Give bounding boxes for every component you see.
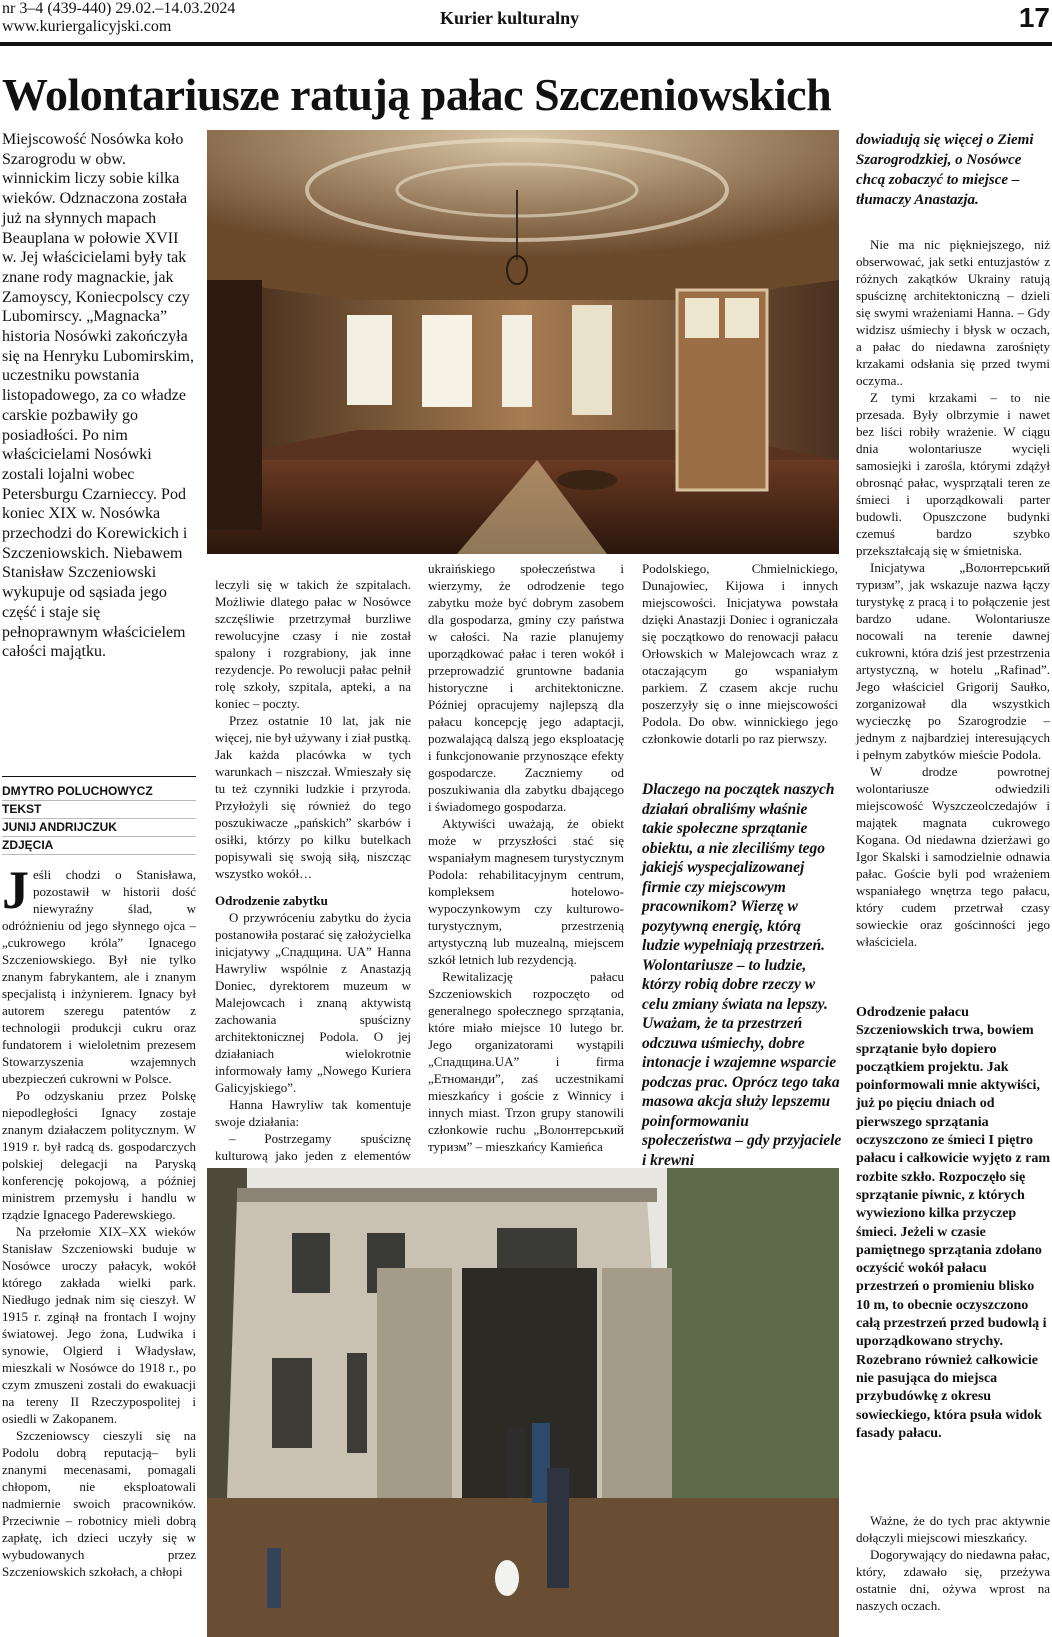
body-column-4 bbox=[642, 560, 838, 747]
paragraph: Inicjatywa „Волонтерський туризм”, jak wskazuje nazwa łączy turystykę z pracą i to połączenie jest bardzo udane. Wolontariusze nocowali na terenie dawnej cukrowni, która dziś jest przestrzenia artystyczną, w hotelu „Rafinad”. Jego właściciel Grigorij Saułko, zorganizował dla wszystkich wycieczkę po Szarogrodzie – jednym z najbardziej interesujących i pełnym zabytków mieście Podola. bbox=[856, 560, 1050, 762]
author-name: DMYTRO POLUCHOWYCZ bbox=[2, 783, 196, 801]
body-column-2 bbox=[215, 576, 411, 1181]
paragraph: W drodze powrotnej wolontariusze odwiedzili miejscowość Wyszczeolczedajów i majątek magnata cukrowego Kogana. Od niedawna dzierżawi go Igor Skalski i samodzielnie odnawia pałac. Goście byli pod wrażeniem wspaniałego wnętrza tego pałacu, który cudem przetrwał czasy sowieckie oraz gościnności jego właściciela. bbox=[856, 764, 1050, 949]
paragraph: leczyli się w takich że szpitalach. Możliwie dlatego pałac w Nosówce szczęśliwie przetrzymał burzliwe rewolucyjne czasy i nie został spalony i rozgrabiony, jak inne rezydencje. Po rewolucji pałac pełnił rolę szkoły, szpitala, apteki, a na koniec – poczty. bbox=[215, 577, 411, 711]
author-role: TEKST bbox=[2, 801, 196, 819]
pull-quote: Dlaczego na początek naszych działań obraliśmy właśnie takie społeczne sprzątanie obiektu, a nie zleciliśmy tego jakiejś wyspecjalizowanej firmie czy miejscowym pracownikom? Wierzę w pozytywną energię, którą ludzie wypełniają przestrzeń. Wolontariusze – to ludzie, którzy robią dobre rzeczy w celu zmiany świata na lepszy. Uważam, że ta przestrzeń odczuwa uśmiechy, dobre intonacje i wzajemne wsparcie podczas prac. Oprócz tego taka masowa akcja służy lepszemu poinformowaniu społeczeństwa – gdy przyjaciele i krewni bbox=[642, 781, 842, 1169]
article-lede: Miejscowość Nosówka koło Szarogrodu w obw. winnickim liczy sobie kilka wieków. Odznaczona została już na słynnych mapach Beauplana w połowie XVII w. Jej właścicielami były tak znane rody magnackie, jak Zamoyscy, Koniecpolscy czy Lubomirscy. „Magnacka” historia Nosówki zakończyła się na Henryku Lubomirskim, uczestniku powstania listopadowego, za co władze carskie pozbawiły go posiadłości. Po nim właścicielami Nosówki zostali lojalni wobec Petersburgu Czarnieccy. Pod koniec XIX w. Nosówka przechodzi do Korewickich i Szczeniowskich. Niebawem Stanisław Szczeniowski wykupuje od sąsiada jego część i staje się pełnoprawnym właścicielem całości majątku. bbox=[2, 131, 194, 661]
paragraph: Hanna Hawryliw tak komentuje swoje działania: bbox=[215, 1097, 411, 1129]
paragraph: Aktywiści uważają, że obiekt może w przyszłości stać się wspaniałym magnesem turystycznym Podola: rehabilitacyjnym centrum, kompleksem hotelowo-wypoczynkowym czy kulturowo-turystycznym, przestrzenią artystyczną lub muzealną, miejscem szkół letnich lub rezydencją. bbox=[428, 816, 624, 967]
photographer-name: JUNIJ ANDRIJCZUK bbox=[2, 819, 196, 837]
subheading: Odrodzenie zabytku bbox=[215, 893, 328, 908]
paragraph: ukraińskiego społeczeństwa i wierzymy, że odrodzenie tego zabytku może być dobrym zasobem dla gospodarza, gminy czy państwa w całości. Na razie planujemy uporządkować pałac i teren wokół i przeprowadzić gruntowne badania historyczne i architektoniczne. Później opracujemy najlepszą dla pałacu koncepcję jego adaptacji, pozwalającą dalszą jego eksploatację i funkcjonowanie przynoszące efekty gospodarcze. Zaczniemy od poszukiwania dla zabytku dbającego i świadomego gospodarza. bbox=[428, 561, 624, 814]
body-column-5 bbox=[856, 236, 1050, 950]
paragraph: Dogorywający do niedawna pałac, który, zdawało się, przeżywa ostatnie dni, ożywa wprost na naszych oczach. bbox=[856, 1547, 1050, 1613]
paragraph: Rewitalizację pałacu Szczeniowskich rozpoczęto od generalnego społecznego sprzątania, które miało miejsce 10 lutego br. Jego organizatorami wystąpili „Спадщина.UA” i firma „Етноманди”, zaś uczestnikami mieszkańcy i goście z Winnicy i innych miast. Trzon grupy stanowili członkowie ruchu „Волонтерський туризм” – mieszkańcy Kamieńca bbox=[428, 969, 624, 1154]
highlight-box: Odrodzenie pałacu Szczeniowskich trwa, bowiem sprzątanie było dopiero początkiem projektu. Jak poinformowali mnie aktywiści, już po pięciu dniach od pierwszego sprzątania oczyszczono ze śmieci I piętro pałacu i całkowicie wyjęto z ram rozbite szkło. Rozpoczęło się sprzątanie piwnic, z których wywieziono kilka przyczep śmieci. Jeżeli w czasie pamiętnego sprzątania zdołano oczyścić wokół pałacu przestrzeń o promieniu blisko 10 m, to obecnie oczyszczono całą przestrzeń przed budowlą i uporządkowano strychy. Rozebrano również całkowicie nie pasująca do miejsca przybudówkę z okresu sowieckiego, która psuła widok fasady pałacu. bbox=[856, 1005, 1051, 1441]
body-column-1 bbox=[2, 860, 196, 1580]
palace-exterior-photo bbox=[207, 1168, 839, 1637]
issue-number: nr 3–4 (439-440) 29.02.–14.03.2024 bbox=[2, 0, 236, 17]
paragraph: Podolskiego, Chmielnickiego, Dunajowiec, Kijowa i innych miejscowości. Inicjatywa powstała dzięki Anastazji Doniec i ograniczała się początkowo do renowacji pałacu Orłowskich w Malejowcach wraz z otaczającym go wspaniałym parkiem. Z czasem akcje ruchu poszerzyły się o inne miejscowości Podola. Do obw. winnickiego jego członkowie dotarli po raz pierwszy. bbox=[642, 561, 838, 746]
article-credits bbox=[2, 776, 196, 855]
palace-interior-photo bbox=[207, 130, 839, 554]
header-rule bbox=[0, 42, 1052, 46]
paragraph: Szczeniowscy cieszyli się na Podolu dobrą reputacją– byli znanymi mecenasami, pomagali chłopom, nie eksploatowali nadmiernie swoich pracowników. Przeciwnie – robotnicy mieli dobrą zapłatę, ich dzieci uczyły się w wybudowanych przez Szczeniowskich szkołach, a chłopi bbox=[2, 1428, 196, 1579]
photographer-role: ZDJĘCIA bbox=[2, 837, 196, 855]
page-number: 17 bbox=[1018, 2, 1050, 33]
drop-cap: J bbox=[2, 860, 29, 920]
article-headline: Wolontariusze ratują pałac Szczeniowskich bbox=[2, 69, 832, 120]
section-title: Kurier kulturalny bbox=[440, 8, 580, 28]
website-link[interactable]: www.kuriergalicyjski.com bbox=[2, 18, 172, 35]
issue-info bbox=[2, 0, 235, 36]
paragraph: Jeśli chodzi o Stanisława, pozostawił w historii dość niewyraźny ślad, w odróżnieniu od jego słynnego ojca – „cukrowego króla” Ignacego Szczeniowskiego. Był nie tylko znanym fabrykantem, ale i znanym specjalistą i inżynierem. Ignacy był autorem szeregu patentów z technologii produkcji cukru oraz fundatorem i wieloletnim prezesem Stowarzyszenia wzajemnych ubezpieczeń cukrowni w Polsce. bbox=[2, 860, 196, 1086]
paragraph: – Postrzegamy spuściznę kulturową jako jeden z elementów bbox=[215, 1131, 411, 1163]
paragraph: O przywróceniu zabytku do życia postanowiła postarać się założycielka inicjatywy „Спадщина. UA” Hanna Hawryliw wspólnie z Anastazją Doniec, dyrektorem muzeum w Malejowcach i znaną aktywistą zachowania spuścizny architektonicznej Podola. O jej działaniach wielokrotnie informowały łamy „Nowego Kuriera Galicyjskiego”. bbox=[215, 910, 411, 1095]
paragraph: Ważne, że do tych prac aktywnie dołączyli miejscowi mieszkańcy. bbox=[856, 1513, 1050, 1545]
paragraph: Nie ma nic piękniejszego, niż obserwować, jak setki entuzjastów z różnych zakątków Ukrainy ratują spuściznę architektoniczną – dzieli się swymi wrażeniami Hanna. – Gdy widzisz uśmiechy i błysk w oczach, a pałac do niedawna zarośnięty krzakami odsłania się przed twymi oczyma.. bbox=[856, 237, 1050, 388]
body-column-3 bbox=[428, 560, 624, 1155]
pull-quote-continued: dowiadują się więcej o Ziemi Szarogrodzkiej, o Nosówce chcą zobaczyć to miejsce – tłumaczy Anastazja. bbox=[856, 132, 1034, 208]
paragraph: Na przełomie XIX–XX wieków Stanisław Szczeniowski buduje w Nosówce uroczy pałacyk, wokół którego zakłada wielki park. Niedługo jednak nim się cieszył. W 1915 r. zginął na frontach I wojny światowej. Jego żona, Ludwika i synowie, Olgierd i Władysław, mieszkali w Nosówce do 1918 r., po czym zmuszeni zostali do ewakuacji na tereny II Rzeczypospolitej i osiedli w Zakopanem. bbox=[2, 1224, 196, 1426]
paragraph: Przez ostatnie 10 lat, jak nie więcej, nie był używany i ział pustką. Jak każda placówka w tych warunkach – niszczał. Wmieszały się tu też czynniki ludzkie i przyroda. Przyłożyli się również do tego poszukiwacze „pańskich” skarbów i osiłki, którzy po kilku butelkach popisywali się swoją siłą, niszcząc wszystko wokół… bbox=[215, 713, 411, 881]
paragraph: Po odzyskaniu przez Polskę niepodległości Ignacy zostaje znanym działaczem politycznym. W 1919 r. był radcą ds. gospodarczych polskiej delegacji na Paryską konferencję pokojową, a później ministrem przemysłu i handlu w rządzie Ignacego Paderewskiego. bbox=[2, 1088, 196, 1222]
body-column-5-end bbox=[856, 1512, 1050, 1614]
paragraph: Z tymi krzakami – to nie przesada. Były olbrzymie i nawet bez liści robiły wrażenie. W ciągu dnia wolontariusze wycięli samosiejki i zarośla, którymi zdążył obrosnąć pałac, wysprzątali teren ze śmieci i uporządkowali parter budowli. Opuszczone budynki czemuś bardzo szybko przekształcają się w śmietniska. bbox=[856, 390, 1050, 558]
